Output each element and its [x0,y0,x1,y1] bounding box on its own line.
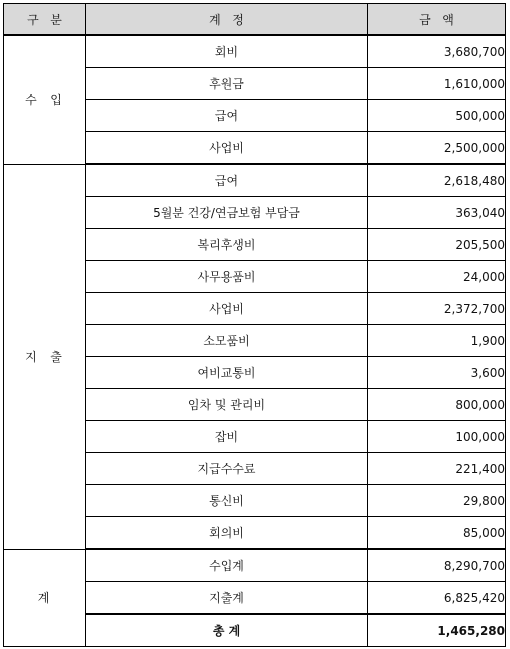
amount-cell: 29,800 [368,485,506,517]
header-category: 구 분 [4,4,86,36]
amount-cell: 2,500,000 [368,132,506,165]
account-cell: 복리후생비 [86,229,368,261]
table-row [4,164,506,197]
amount-cell: 221,400 [368,453,506,485]
ledger-header [4,4,506,36]
amount-cell: 2,618,480 [368,164,506,197]
account-cell: 사업비 [86,293,368,325]
total-category: 계 [4,549,86,647]
header-row [4,4,506,36]
amount-cell: 24,000 [368,261,506,293]
amount-cell: 1,900 [368,325,506,357]
amount-cell: 205,500 [368,229,506,261]
amount-cell: 3,680,700 [368,35,506,68]
account-cell: 통신비 [86,485,368,517]
account-cell: 급여 [86,100,368,132]
header-amount: 금 액 [368,4,506,36]
amount-cell: 8,290,700 [368,549,506,582]
account-cell: 소모품비 [86,325,368,357]
amount-cell: 3,600 [368,357,506,389]
account-cell: 사업비 [86,132,368,165]
amount-cell: 1,610,000 [368,68,506,100]
account-cell: 회의비 [86,517,368,550]
ledger-body [4,35,506,647]
account-cell: 여비교통비 [86,357,368,389]
account-cell: 지급수수료 [86,453,368,485]
table-row [4,35,506,68]
amount-cell: 500,000 [368,100,506,132]
grand-total-label: 총 계 [86,614,368,647]
amount-cell: 800,000 [368,389,506,421]
account-cell: 회비 [86,35,368,68]
amount-cell: 100,000 [368,421,506,453]
account-cell: 수입계 [86,549,368,582]
header-account: 계 정 [86,4,368,36]
amount-cell: 85,000 [368,517,506,550]
account-cell: 5월분 건강/연금보험 부담금 [86,197,368,229]
income-category: 수 입 [4,35,86,164]
amount-cell: 363,040 [368,197,506,229]
amount-cell: 2,372,700 [368,293,506,325]
account-cell: 잡비 [86,421,368,453]
account-cell: 사무용품비 [86,261,368,293]
account-cell: 급여 [86,164,368,197]
ledger-table [3,3,506,647]
table-row [4,549,506,582]
account-cell: 지출계 [86,582,368,615]
account-cell: 후원금 [86,68,368,100]
grand-total-amount: 1,465,280 [368,614,506,647]
expense-category: 지 출 [4,164,86,549]
amount-cell: 6,825,420 [368,582,506,615]
account-cell: 임차 및 관리비 [86,389,368,421]
